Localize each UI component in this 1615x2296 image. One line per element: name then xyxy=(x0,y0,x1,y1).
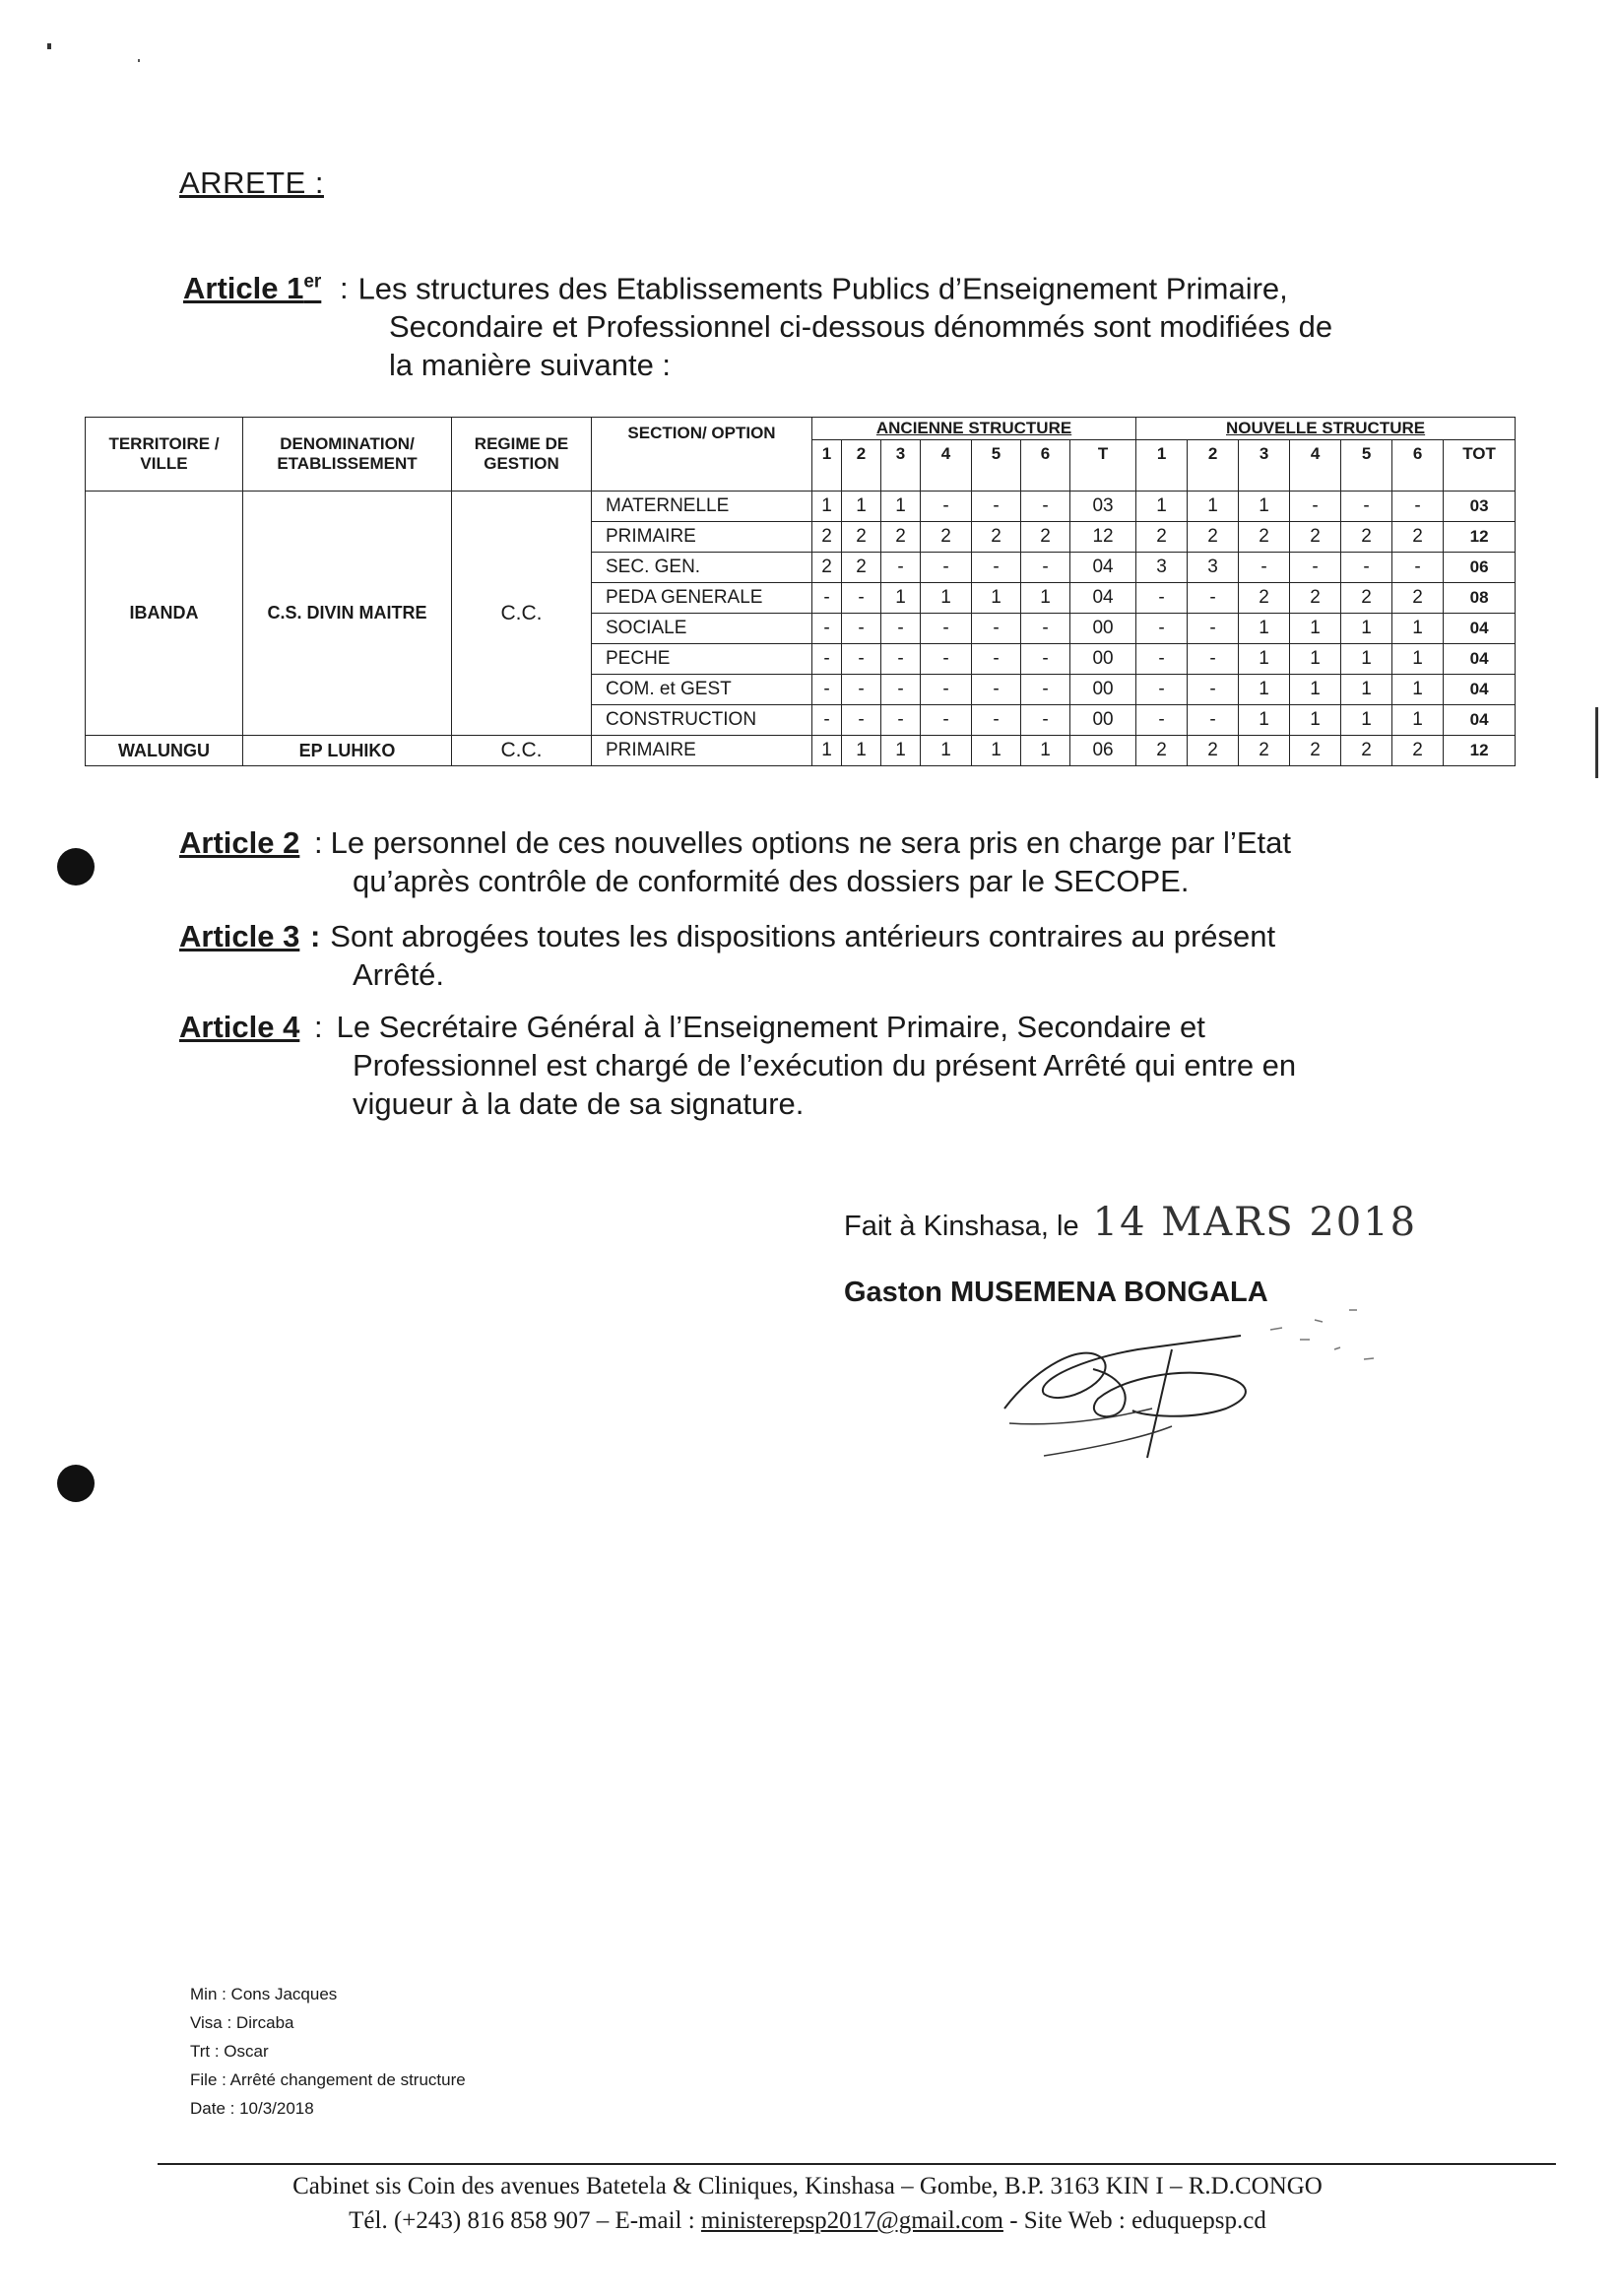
cell-new-value: 2 xyxy=(1392,736,1444,766)
punch-hole xyxy=(57,848,95,886)
cell-option: CONSTRUCTION xyxy=(592,705,812,736)
cell-new-value: - xyxy=(1290,553,1341,583)
cell-old-value: - xyxy=(812,583,842,614)
article-3-line-2: Arrêté. xyxy=(353,957,445,992)
cell-old-value: - xyxy=(1021,492,1070,522)
cell-new-value: - xyxy=(1188,644,1239,675)
cell-new-value: 1 xyxy=(1290,705,1341,736)
cell-old-value: 1 xyxy=(842,492,881,522)
cell-old-value: 1 xyxy=(972,736,1021,766)
structure-table xyxy=(85,417,1516,766)
footnote-line: Trt : Oscar xyxy=(190,2042,269,2061)
cell-old-value: 1 xyxy=(842,736,881,766)
page-heading: ARRETE : xyxy=(179,165,324,200)
col-header-nouvelle-4: 4 xyxy=(1290,440,1341,492)
cell-new-value: - xyxy=(1136,644,1188,675)
article-4-line-1: Article 4 : Le Secrétaire Général à l’Enseignement Primaire, Secondaire et xyxy=(179,1010,1205,1044)
cell-new-value: 2 xyxy=(1239,583,1290,614)
col-header-denomination: DENOMINATION/ ETABLISSEMENT xyxy=(243,418,452,492)
cell-new-value: 12 xyxy=(1444,522,1516,553)
cell-new-value: 04 xyxy=(1444,614,1516,644)
cell-old-value: - xyxy=(812,675,842,705)
cell-old-value: 1 xyxy=(881,583,921,614)
cell-new-value: - xyxy=(1188,583,1239,614)
cell-new-value: 2 xyxy=(1392,522,1444,553)
cell-new-value: 3 xyxy=(1188,553,1239,583)
cell-old-value: 2 xyxy=(812,553,842,583)
cell-old-value: - xyxy=(812,614,842,644)
col-header-nouvelle: NOUVELLE STRUCTURE xyxy=(1136,418,1516,440)
article-2-line-2: qu’après contrôle de conformité des dossiers par le SECOPE. xyxy=(353,864,1190,898)
cell-old-value: - xyxy=(972,553,1021,583)
table-row xyxy=(86,492,1516,522)
cell-old-value: - xyxy=(1021,644,1070,675)
article-4-line-2: Professionnel est chargé de l’exécution du présent Arrêté qui entre en xyxy=(353,1048,1297,1082)
cell-old-value: - xyxy=(921,614,972,644)
cell-new-value: 2 xyxy=(1188,522,1239,553)
footer-contact: Tél. (+243) 816 858 907 – E-mail : ministerepsp2017@gmail.com - Site Web : eduquepsp.cd xyxy=(349,2207,1266,2234)
cell-regime: C.C. xyxy=(452,492,592,736)
cell-new-value: 04 xyxy=(1444,644,1516,675)
cell-new-value: - xyxy=(1136,614,1188,644)
article-3-label: Article 3 xyxy=(179,919,300,953)
cell-old-value: - xyxy=(812,644,842,675)
cell-old-value: 06 xyxy=(1070,736,1136,766)
cell-old-value: 1 xyxy=(921,736,972,766)
cell-new-value: 1 xyxy=(1392,675,1444,705)
cell-new-value: - xyxy=(1188,705,1239,736)
cell-new-value: 1 xyxy=(1290,675,1341,705)
cell-new-value: 12 xyxy=(1444,736,1516,766)
cell-new-value: - xyxy=(1136,583,1188,614)
cell-new-value: - xyxy=(1341,553,1392,583)
cell-new-value: - xyxy=(1392,553,1444,583)
cell-old-value: - xyxy=(1021,614,1070,644)
cell-new-value: 03 xyxy=(1444,492,1516,522)
col-header-ancienne-1: 1 xyxy=(812,440,842,492)
cell-denomination: EP LUHIKO xyxy=(243,736,452,766)
cell-old-value: 00 xyxy=(1070,614,1136,644)
cell-old-value: 1 xyxy=(1021,736,1070,766)
cell-old-value: 2 xyxy=(921,522,972,553)
cell-old-value: 12 xyxy=(1070,522,1136,553)
cell-new-value: - xyxy=(1239,553,1290,583)
scan-mark xyxy=(47,43,51,49)
cell-old-value: 2 xyxy=(842,553,881,583)
cell-old-value: - xyxy=(1021,553,1070,583)
cell-new-value: - xyxy=(1341,492,1392,522)
footnotes xyxy=(190,1980,466,2123)
cell-old-value: - xyxy=(1021,705,1070,736)
col-header-nouvelle-6: 6 xyxy=(1392,440,1444,492)
cell-new-value: 2 xyxy=(1188,736,1239,766)
footer-address: Cabinet sis Coin des avenues Batetela & Cliniques, Kinshasa – Gombe, B.P. 3163 KIN I – R.D.CONGO xyxy=(292,2173,1323,2199)
footnote-line: Min : Cons Jacques xyxy=(190,1985,338,2003)
col-header-section: SECTION/ OPTION xyxy=(592,418,812,492)
cell-new-value: 2 xyxy=(1239,522,1290,553)
cell-old-value: - xyxy=(881,644,921,675)
cell-new-value: 3 xyxy=(1136,553,1188,583)
cell-option: SEC. GEN. xyxy=(592,553,812,583)
col-header-ancienne: ANCIENNE STRUCTURE xyxy=(812,418,1136,440)
cell-old-value: - xyxy=(1021,675,1070,705)
cell-old-value: 1 xyxy=(921,583,972,614)
cell-new-value: 2 xyxy=(1392,583,1444,614)
cell-option: MATERNELLE xyxy=(592,492,812,522)
footer-rule xyxy=(158,2163,1556,2165)
article-1-line-2: Secondaire et Professionnel ci-dessous dénommés sont modifiées de xyxy=(389,309,1333,345)
col-header-nouvelle-3: 3 xyxy=(1239,440,1290,492)
cell-new-value: 2 xyxy=(1136,522,1188,553)
cell-denomination: C.S. DIVIN MAITRE xyxy=(243,492,452,736)
cell-old-value: 03 xyxy=(1070,492,1136,522)
cell-territoire: IBANDA xyxy=(86,492,243,736)
col-header-nouvelle-tot: TOT xyxy=(1444,440,1516,492)
cell-old-value: 2 xyxy=(812,522,842,553)
cell-new-value: 04 xyxy=(1444,705,1516,736)
cell-old-value: 1 xyxy=(812,492,842,522)
cell-new-value: 06 xyxy=(1444,553,1516,583)
cell-new-value: 1 xyxy=(1239,644,1290,675)
col-header-territoire: TERRITOIRE / VILLE xyxy=(86,418,243,492)
cell-old-value: 2 xyxy=(842,522,881,553)
cell-old-value: 2 xyxy=(881,522,921,553)
cell-new-value: - xyxy=(1188,614,1239,644)
col-header-ancienne-5: 5 xyxy=(972,440,1021,492)
cell-old-value: 00 xyxy=(1070,644,1136,675)
cell-old-value: - xyxy=(881,705,921,736)
cell-old-value: - xyxy=(972,675,1021,705)
cell-new-value: 08 xyxy=(1444,583,1516,614)
cell-new-value: 1 xyxy=(1341,614,1392,644)
footnote-line: Visa : Dircaba xyxy=(190,2013,294,2032)
scan-mark xyxy=(138,59,140,62)
cell-territoire: WALUNGU xyxy=(86,736,243,766)
cell-new-value: - xyxy=(1188,675,1239,705)
cell-new-value: 1 xyxy=(1290,614,1341,644)
cell-new-value: 2 xyxy=(1290,522,1341,553)
article-2-label: Article 2 xyxy=(179,825,300,860)
cell-new-value: 1 xyxy=(1239,614,1290,644)
cell-new-value: 1 xyxy=(1341,675,1392,705)
cell-new-value: 1 xyxy=(1290,644,1341,675)
col-header-ancienne-6: 6 xyxy=(1021,440,1070,492)
cell-old-value: - xyxy=(972,614,1021,644)
cell-option: PRIMAIRE xyxy=(592,736,812,766)
cell-new-value: 1 xyxy=(1239,675,1290,705)
cell-option: PEDA GENERALE xyxy=(592,583,812,614)
page-edge-mark xyxy=(1595,707,1598,778)
col-header-nouvelle-2: 2 xyxy=(1188,440,1239,492)
article-1 xyxy=(183,263,1424,384)
date-stamp: 14 MARS 2018 xyxy=(1092,1200,1418,1245)
cell-new-value: 04 xyxy=(1444,675,1516,705)
cell-new-value: 1 xyxy=(1392,644,1444,675)
cell-old-value: - xyxy=(812,705,842,736)
handwritten-signature xyxy=(975,1300,1428,1468)
cell-new-value: - xyxy=(1290,492,1341,522)
cell-new-value: - xyxy=(1136,675,1188,705)
cell-old-value: - xyxy=(921,492,972,522)
cell-old-value: - xyxy=(921,675,972,705)
article-1-label: Article 1er xyxy=(183,271,322,306)
article-4 xyxy=(179,1008,1428,1123)
cell-old-value: 00 xyxy=(1070,705,1136,736)
article-1-line-3: la manière suivante : xyxy=(389,348,672,383)
cell-new-value: 1 xyxy=(1341,644,1392,675)
cell-old-value: - xyxy=(881,675,921,705)
cell-new-value: 2 xyxy=(1136,736,1188,766)
cell-old-value: 1 xyxy=(881,492,921,522)
cell-new-value: 2 xyxy=(1341,736,1392,766)
cell-old-value: 1 xyxy=(1021,583,1070,614)
article-1-line-1: Article 1er : Les structures des Etablissements Publics d’Enseignement Primaire, xyxy=(183,271,1288,306)
cell-old-value: - xyxy=(972,705,1021,736)
cell-new-value: - xyxy=(1136,705,1188,736)
cell-old-value: - xyxy=(842,583,881,614)
col-header-ancienne-3: 3 xyxy=(881,440,921,492)
cell-old-value: - xyxy=(881,614,921,644)
cell-new-value: 1 xyxy=(1136,492,1188,522)
article-2 xyxy=(179,823,1428,900)
cell-old-value: 2 xyxy=(1021,522,1070,553)
cell-new-value: 1 xyxy=(1341,705,1392,736)
article-4-line-3: vigueur à la date de sa signature. xyxy=(353,1086,805,1121)
col-header-regime: REGIME DE GESTION xyxy=(452,418,592,492)
signatory-name: Gaston MUSEMENA BONGALA xyxy=(844,1277,1268,1308)
article-3-line-1: Article 3 : Sont abrogées toutes les dispositions antérieurs contraires au présent xyxy=(179,919,1276,953)
cell-option: SOCIALE xyxy=(592,614,812,644)
cell-new-value: 2 xyxy=(1341,583,1392,614)
cell-old-value: 1 xyxy=(812,736,842,766)
cell-new-value: 2 xyxy=(1341,522,1392,553)
cell-old-value: 1 xyxy=(972,583,1021,614)
cell-new-value: 1 xyxy=(1392,614,1444,644)
cell-new-value: 2 xyxy=(1290,583,1341,614)
cell-new-value: 2 xyxy=(1239,736,1290,766)
article-4-label: Article 4 xyxy=(179,1010,300,1044)
col-header-ancienne-2: 2 xyxy=(842,440,881,492)
col-header-ancienne-t: T xyxy=(1070,440,1136,492)
cell-new-value: 1 xyxy=(1239,705,1290,736)
cell-old-value: - xyxy=(842,644,881,675)
cell-old-value: - xyxy=(921,644,972,675)
cell-old-value: 2 xyxy=(972,522,1021,553)
footnote-line: File : Arrêté changement de structure xyxy=(190,2070,466,2089)
cell-old-value: - xyxy=(881,553,921,583)
article-3 xyxy=(179,917,1428,994)
cell-option: PRIMAIRE xyxy=(592,522,812,553)
table-row xyxy=(86,736,1516,766)
col-header-ancienne-4: 4 xyxy=(921,440,972,492)
cell-old-value: - xyxy=(842,675,881,705)
col-header-nouvelle-5: 5 xyxy=(1341,440,1392,492)
cell-old-value: 04 xyxy=(1070,583,1136,614)
cell-old-value: - xyxy=(921,553,972,583)
cell-old-value: 1 xyxy=(881,736,921,766)
signature-place: Fait à Kinshasa, le 14 MARS 2018 xyxy=(844,1200,1418,1245)
cell-old-value: - xyxy=(972,492,1021,522)
cell-new-value: 1 xyxy=(1239,492,1290,522)
cell-old-value: 04 xyxy=(1070,553,1136,583)
cell-new-value: - xyxy=(1392,492,1444,522)
cell-old-value: - xyxy=(842,705,881,736)
footer-email-link[interactable]: ministerepsp2017@gmail.com xyxy=(700,2207,1003,2234)
footnote-line: Date : 10/3/2018 xyxy=(190,2099,314,2118)
cell-old-value: - xyxy=(842,614,881,644)
cell-regime: C.C. xyxy=(452,736,592,766)
punch-hole xyxy=(57,1465,95,1502)
cell-old-value: - xyxy=(972,644,1021,675)
cell-old-value: - xyxy=(921,705,972,736)
article-2-line-1: Article 2 : Le personnel de ces nouvelles options ne sera pris en charge par l’Etat xyxy=(179,825,1291,860)
cell-option: PECHE xyxy=(592,644,812,675)
cell-new-value: 1 xyxy=(1188,492,1239,522)
cell-new-value: 2 xyxy=(1290,736,1341,766)
cell-old-value: 00 xyxy=(1070,675,1136,705)
cell-new-value: 1 xyxy=(1392,705,1444,736)
cell-option: COM. et GEST xyxy=(592,675,812,705)
col-header-nouvelle-1: 1 xyxy=(1136,440,1188,492)
